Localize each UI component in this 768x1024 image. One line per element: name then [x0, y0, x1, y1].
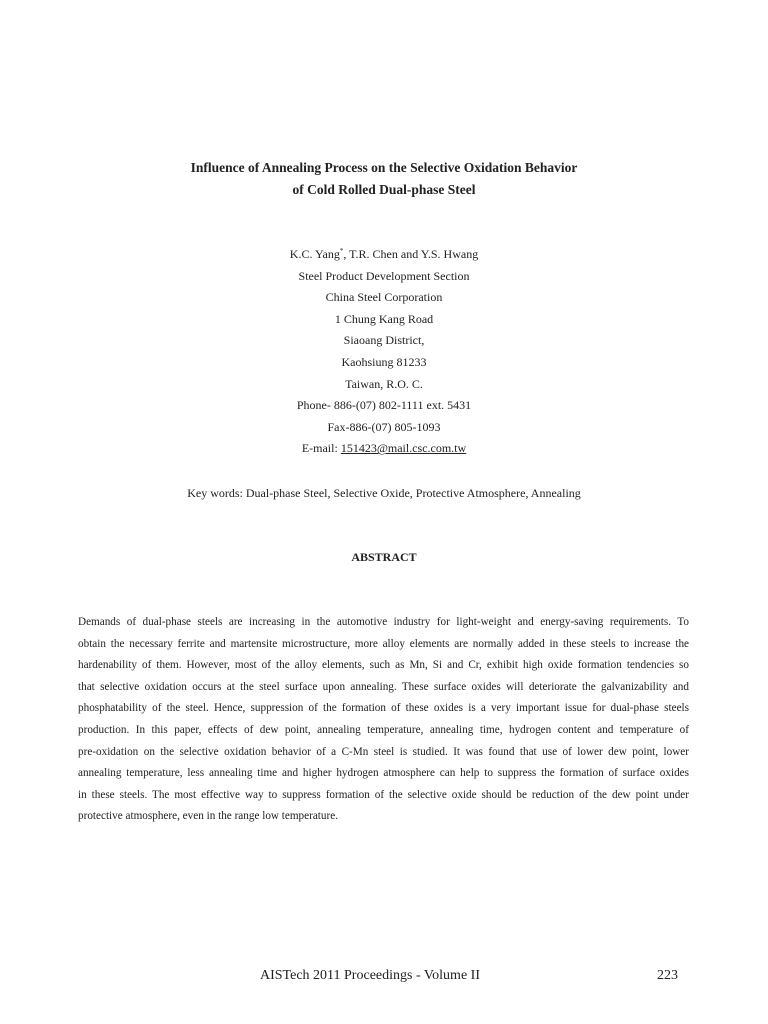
affiliation-city: Kaohsiung 81233 [341, 354, 427, 369]
abstract-line: pre-oxidation on the selective oxidation behavior of a C-Mn steel is studied. It was found that use of lower dew point, lower [78, 745, 689, 758]
page-number: 223 [657, 968, 678, 983]
abstract-body [78, 612, 689, 828]
abstract-line: annealing temperature, less annealing time and higher hydrogen atmosphere can help to suppress the formation of surface oxides [78, 767, 689, 780]
email-label: E-mail: [301, 441, 341, 456]
contact-fax: Fax-886-(07) 805-1093 [327, 419, 441, 434]
abstract-line: production. In this paper, effects of dew point, annealing temperature, annealing time, hydrogen content and temperature of [78, 723, 689, 736]
author-names [0, 244, 768, 266]
contact-email [0, 438, 768, 460]
abstract-line: in these steels. The most effective way to suppress formation of the selective oxide should be reduction of the dew point under [78, 788, 689, 801]
email-link[interactable]: 151423@mail.csc.com.tw [340, 441, 467, 456]
abstract-line: obtain the necessary ferrite and martensite microstructure, more alloy elements are normally added in these steels to increase the [78, 637, 689, 650]
footer-proceedings: AISTech 2011 Proceedings - Volume II [259, 968, 480, 983]
contact-phone: Phone- 886-(07) 802-1111 ext. 5431 [296, 398, 472, 413]
affiliation-country: Taiwan, R.O. C. [345, 376, 423, 391]
title-line-2: of Cold Rolled Dual-phase Steel [292, 182, 476, 197]
affiliation-section: Steel Product Development Section [298, 268, 470, 283]
abstract-line: protective atmosphere, even in the range low temperature. [78, 810, 339, 823]
affiliation-company: China Steel Corporation [325, 290, 443, 305]
keywords: Key words: Dual-phase Steel, Selective Oxide, Protective Atmosphere, Annealing [187, 486, 581, 500]
title-line-1: Influence of Annealing Process on the Selective Oxidation Behavior [190, 160, 578, 175]
abstract-line: Demands of dual-phase steels are increasing in the automotive industry for light-weight and energy-saving requirements. To [78, 616, 689, 628]
author-block [0, 244, 768, 460]
affiliation-district: Siaoang District, [343, 333, 425, 348]
abstract-line: phosphatability of the steel. Hence, suppression of the formation of these oxides is a very important issue for dual-phase steels [78, 702, 689, 715]
affiliation-road: 1 Chung Kang Road [334, 311, 434, 326]
abstract-heading: ABSTRACT [351, 550, 417, 564]
other-authors: , T.R. Chen and Y.S. Hwang [343, 247, 479, 261]
abstract-line: hardenability of them. However, most of the alloy elements, such as Mn, Si and Cr, exhibit high oxide formation tendencies so [78, 659, 689, 672]
corresponding-author-mark: * [339, 247, 344, 255]
abstract-line: that selective oxidation occurs at the steel surface upon annealing. These surface oxides will deteriorate the galvanizability and [78, 680, 689, 693]
first-author: K.C. Yang [289, 247, 340, 261]
